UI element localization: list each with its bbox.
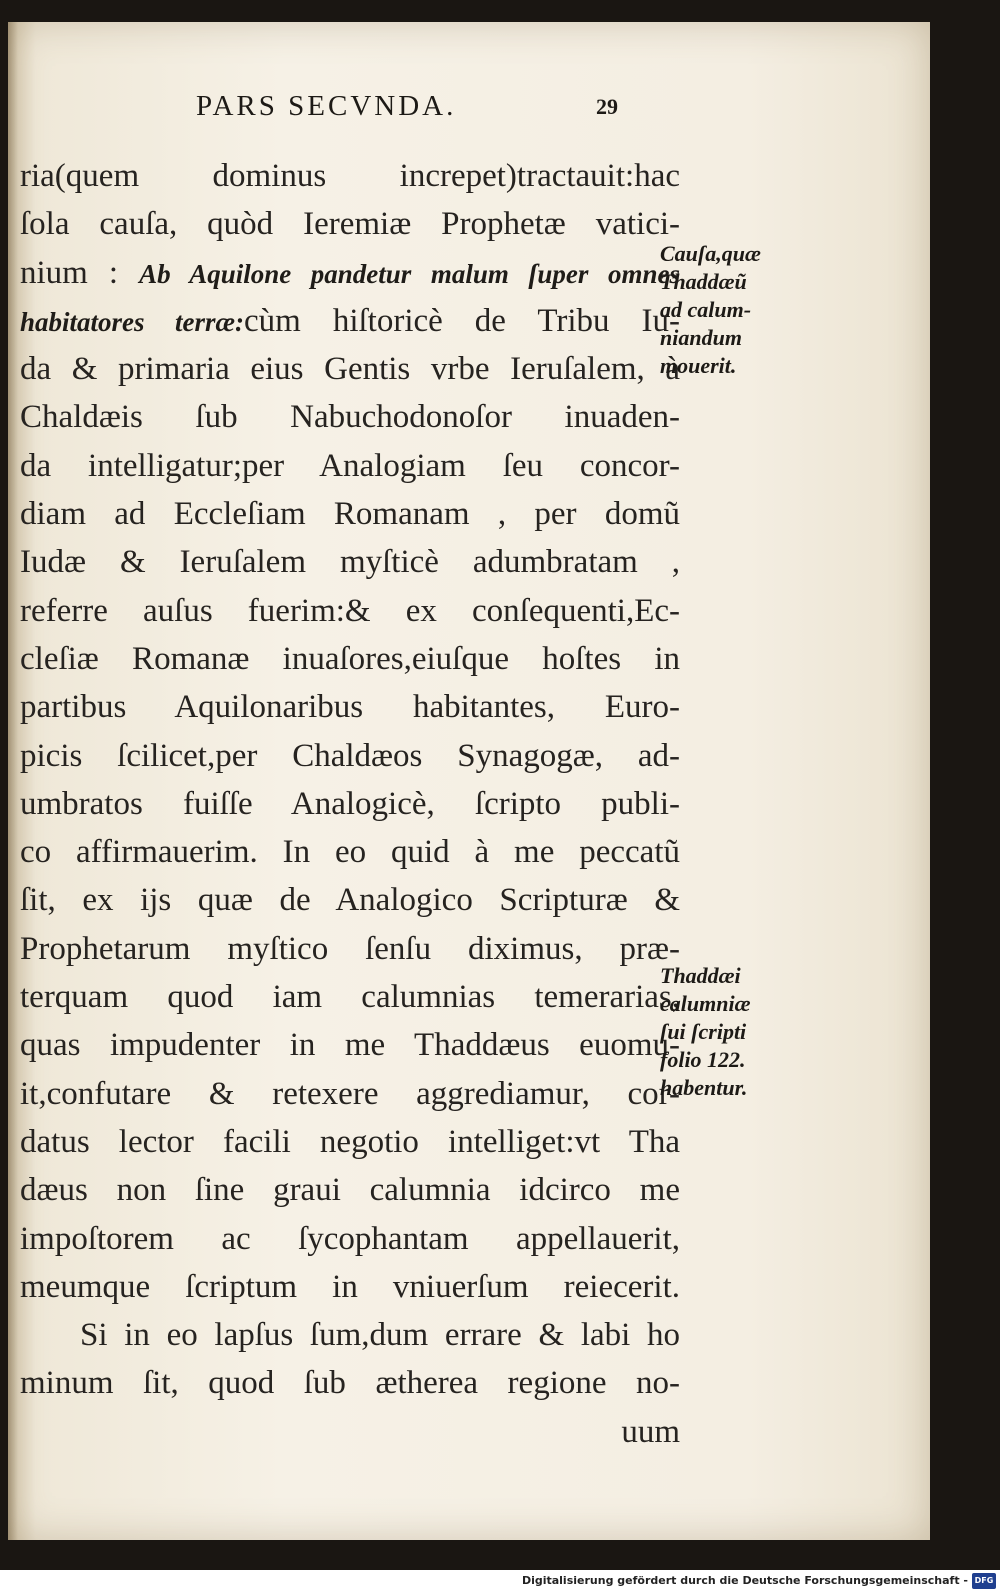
page-number: 29: [596, 94, 618, 119]
text-line: co affirmauerim. In eo quid à me peccatũ: [20, 834, 680, 871]
book-page: [8, 22, 930, 1540]
text-line: ſit, ex ijs quæ de Analogico Scripturæ &: [20, 882, 680, 919]
text-line: terquam quod iam calumnias temerarias,: [20, 979, 680, 1016]
text-line: Iudæ & Ieruſalem myſticè adumbratam ,: [20, 544, 680, 581]
margin-note-line: ſui ſcripti: [660, 1019, 747, 1044]
text-line: dæus non ſine graui calumnia idcirco me: [20, 1172, 680, 1209]
text-line: cleſiæ Romanæ inuaſores,eiuſque hoſtes in: [20, 640, 680, 677]
text-line: diam ad Eccleſiam Romanam , per domũ: [20, 496, 680, 533]
margin-note-line: mouerit.: [660, 353, 737, 378]
text-line: quas impudenter in me Thaddæus euomu-: [20, 1027, 680, 1064]
margin-note-line: calumniæ: [660, 991, 751, 1016]
funding-credit: Digitalisierung gefördert durch die Deutsche Forschungsgemeinschaft -: [521, 1574, 968, 1587]
margin-note-line: niandum: [660, 325, 742, 350]
italic-quotation: habitatores terræ:: [20, 306, 245, 337]
text-line: [20, 297, 680, 345]
text-line: datus lector facili negotio intelliget:vt Tha: [20, 1123, 680, 1160]
text-line: Chaldæis ſub Nabuchodonoſor inuaden-: [20, 399, 680, 436]
text-line: ria(quem dominus increpet)tractauit:hac: [20, 158, 680, 194]
text-line: [20, 1311, 680, 1359]
text-fragment: cùm hiſtoricè de Tribu Iu-: [244, 302, 680, 339]
catchword: uum: [621, 1413, 680, 1450]
text-line: picis ſcilicet,per Chaldæos Synagogæ, ad-: [20, 737, 680, 774]
main-text: [20, 152, 680, 1456]
text-line: impoſtorem ac ſycophantam appellauerit,: [20, 1220, 680, 1257]
margin-note-line: habentur.: [660, 1075, 748, 1100]
margin-note: [660, 240, 761, 380]
dfg-logo-icon: DFG: [972, 1573, 996, 1589]
margin-note-line: Cauſa,quæ: [660, 241, 761, 266]
footer-bar: [0, 1570, 1000, 1595]
italic-quotation: Ab Aquilone pandetur malum ſuper omnes: [139, 258, 680, 289]
text-line: minum ſit, quod ſub ætherea regione no-: [20, 1365, 680, 1402]
text-line: it,confutare & retexere aggrediamur, cor-: [20, 1075, 680, 1112]
margin-note: [660, 962, 750, 1102]
margin-note-line: Thaddæũ: [660, 269, 747, 294]
text-line: [20, 249, 680, 297]
margin-note-line: Thaddæi: [660, 963, 741, 988]
text-line: Prophetarum myſtico ſenſu diximus, præ-: [20, 930, 680, 967]
text-fragment: nium :: [20, 254, 119, 291]
text-line: ſola cauſa, quòd Ieremiæ Prophetæ vatici-: [20, 206, 680, 243]
text-line: da & primaria eius Gentis vrbe Ieruſalem, à: [20, 351, 680, 388]
margin-note-line: ad calum-: [660, 297, 752, 322]
text-fragment: Si in eo lapſus ſum,dum errare & labi ho: [80, 1317, 680, 1354]
text-line: meumque ſcriptum in vniuerſum reiecerit.: [20, 1268, 680, 1305]
text-line: umbratos fuiſſe Analogicè, ſcripto publi-: [20, 785, 680, 822]
running-head: PARS SECVNDA.: [196, 90, 457, 122]
margin-note-line: folio 122.: [660, 1047, 746, 1072]
text-line: da intelligatur;per Analogiam ſeu concor-: [20, 447, 680, 484]
text-line: referre auſus fuerim:& ex conſequenti,Ec-: [20, 592, 680, 629]
text-line: partibus Aquilonaribus habitantes, Euro-: [20, 689, 680, 726]
